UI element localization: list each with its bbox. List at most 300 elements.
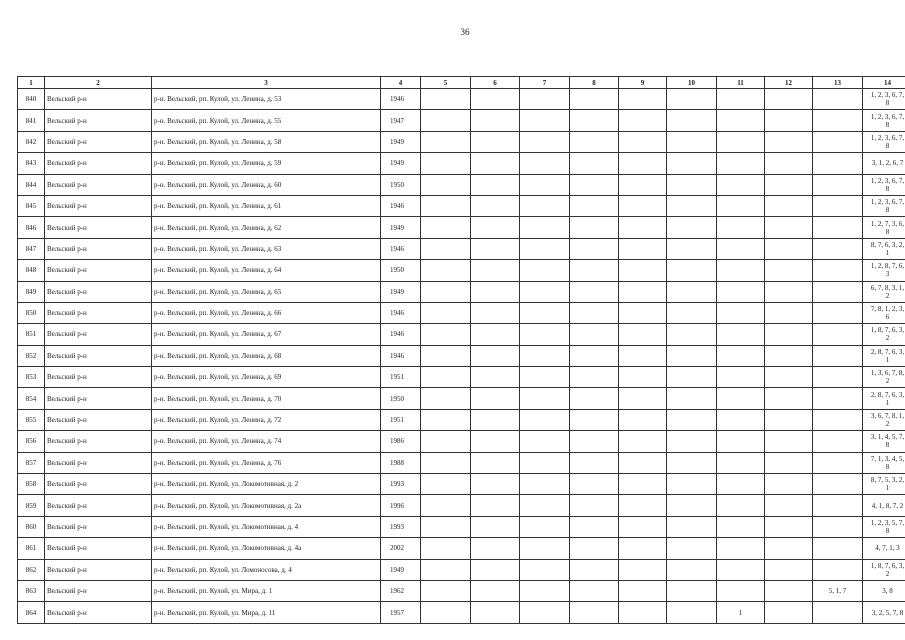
- empty-cell: [520, 110, 570, 131]
- table-row: [18, 516, 905, 537]
- col13-cell: [813, 538, 863, 559]
- address-cell: р-н. Вельский, рп. Кулой, ул. Ленина, д. 61: [152, 195, 381, 216]
- empty-cell: [765, 516, 813, 537]
- empty-cell: [471, 131, 520, 152]
- empty-cell: [570, 324, 619, 345]
- district-cell: Вельский р-н: [45, 238, 152, 259]
- empty-cell: [421, 452, 471, 473]
- col14-line: 2: [885, 291, 890, 300]
- empty-cell: [765, 431, 813, 452]
- empty-cell: [667, 602, 717, 623]
- district-cell: Вельский р-н: [45, 388, 152, 409]
- table-row: [18, 388, 905, 409]
- empty-cell: [667, 89, 717, 110]
- district-cell: Вельский р-н: [45, 324, 152, 345]
- empty-cell: [619, 195, 667, 216]
- district-cell: Вельский р-н: [45, 516, 152, 537]
- col14-line: 1, 2, 7, 3, 6,: [870, 219, 905, 228]
- col11-cell: [717, 89, 765, 110]
- empty-cell: [421, 195, 471, 216]
- col14-line: 1, 2, 3, 6, 7,: [870, 112, 905, 121]
- col14-cell: [863, 324, 905, 345]
- column-header: 8: [570, 77, 619, 89]
- row-number-cell: 842: [18, 131, 45, 152]
- col14-cell: [863, 367, 905, 388]
- empty-cell: [570, 131, 619, 152]
- col14-line: 6: [885, 313, 890, 322]
- col14-line: 8: [885, 120, 890, 129]
- col14-line: 1, 2, 3, 6, 7,: [870, 133, 905, 142]
- empty-cell: [619, 602, 667, 623]
- table-body: [18, 89, 905, 624]
- col14-line: 7, 8, 1, 2, 3,: [870, 305, 905, 314]
- table-row: [18, 538, 905, 559]
- col13-cell: [813, 238, 863, 259]
- empty-cell: [765, 89, 813, 110]
- col14-cell: [863, 580, 905, 601]
- col11-cell: [717, 281, 765, 302]
- empty-cell: [570, 174, 619, 195]
- col13-cell: [813, 281, 863, 302]
- address-cell: р-н. Вельский, рп. Кулой, ул. Ленина, д. 60: [152, 174, 381, 195]
- empty-cell: [570, 260, 619, 281]
- year-cell: 1988: [381, 452, 421, 473]
- empty-cell: [421, 260, 471, 281]
- col14-cell: [863, 110, 905, 131]
- empty-cell: [667, 431, 717, 452]
- col11-cell: [717, 238, 765, 259]
- empty-cell: [765, 602, 813, 623]
- col11-cell: [717, 195, 765, 216]
- empty-cell: [471, 495, 520, 516]
- year-cell: 1962: [381, 580, 421, 601]
- empty-cell: [570, 474, 619, 495]
- col11-cell: [717, 474, 765, 495]
- col13-cell: [813, 174, 863, 195]
- address-cell: р-н. Вельский, рп. Кулой, ул. Локомотивная, д. 4: [152, 516, 381, 537]
- empty-cell: [520, 516, 570, 537]
- col13-cell: [813, 431, 863, 452]
- empty-cell: [471, 516, 520, 537]
- col11-cell: [717, 260, 765, 281]
- col11-cell: [717, 495, 765, 516]
- empty-cell: [765, 452, 813, 473]
- address-cell: р-н. Вельский, рп. Кулой, ул. Ленина, д. 67: [152, 324, 381, 345]
- col11-cell: [717, 452, 765, 473]
- empty-cell: [421, 495, 471, 516]
- address-cell: р-н. Вельский, рп. Кулой, ул. Ленина, д. 55: [152, 110, 381, 131]
- empty-cell: [520, 281, 570, 302]
- address-cell: р-н. Вельский, рп. Кулой, ул. Ленина, д. 64: [152, 260, 381, 281]
- column-header: 12: [765, 77, 813, 89]
- table-row: [18, 131, 905, 152]
- empty-cell: [471, 302, 520, 323]
- col13-cell: [813, 217, 863, 238]
- empty-cell: [667, 367, 717, 388]
- empty-cell: [520, 89, 570, 110]
- col14-line: 8, 7, 6, 3, 2,: [870, 240, 905, 249]
- year-cell: 1950: [381, 388, 421, 409]
- col14-line: 2, 8, 7, 6, 3,: [870, 347, 905, 356]
- table-row: [18, 174, 905, 195]
- district-cell: Вельский р-н: [45, 495, 152, 516]
- district-cell: Вельский р-н: [45, 89, 152, 110]
- col14-line: 8, 7, 5, 3, 2,: [870, 476, 905, 485]
- col14-line: 2, 8, 7, 6, 3,: [870, 390, 905, 399]
- col11-cell: 1: [717, 602, 765, 623]
- empty-cell: [421, 131, 471, 152]
- row-number-cell: 845: [18, 195, 45, 216]
- empty-cell: [421, 367, 471, 388]
- year-cell: 1993: [381, 516, 421, 537]
- col11-cell: [717, 217, 765, 238]
- empty-cell: [667, 217, 717, 238]
- col14-cell: [863, 559, 905, 580]
- row-number-cell: 849: [18, 281, 45, 302]
- empty-cell: [765, 238, 813, 259]
- empty-cell: [421, 174, 471, 195]
- empty-cell: [570, 538, 619, 559]
- empty-cell: [421, 345, 471, 366]
- col11-cell: [717, 131, 765, 152]
- empty-cell: [619, 559, 667, 580]
- year-cell: 1996: [381, 495, 421, 516]
- empty-cell: [471, 217, 520, 238]
- col14-cell: [863, 516, 905, 537]
- table-row: [18, 89, 905, 110]
- empty-cell: [421, 217, 471, 238]
- row-number-cell: 862: [18, 559, 45, 580]
- empty-cell: [421, 474, 471, 495]
- table-row: [18, 110, 905, 131]
- district-cell: Вельский р-н: [45, 195, 152, 216]
- empty-cell: [471, 388, 520, 409]
- row-number-cell: 859: [18, 495, 45, 516]
- empty-cell: [570, 559, 619, 580]
- empty-cell: [619, 367, 667, 388]
- col14-cell: [863, 89, 905, 110]
- empty-cell: [421, 538, 471, 559]
- empty-cell: [619, 131, 667, 152]
- empty-cell: [667, 516, 717, 537]
- year-cell: 1949: [381, 559, 421, 580]
- empty-cell: [421, 153, 471, 174]
- empty-cell: [667, 474, 717, 495]
- col14-line: 1: [885, 484, 890, 493]
- empty-cell: [619, 516, 667, 537]
- empty-cell: [520, 559, 570, 580]
- column-header: 2: [45, 77, 152, 89]
- empty-cell: [471, 238, 520, 259]
- empty-cell: [421, 602, 471, 623]
- empty-cell: [570, 195, 619, 216]
- column-header: 4: [381, 77, 421, 89]
- column-header: 13: [813, 77, 863, 89]
- empty-cell: [570, 110, 619, 131]
- year-cell: 1946: [381, 195, 421, 216]
- col14-cell: [863, 131, 905, 152]
- empty-cell: [667, 388, 717, 409]
- col13-cell: [813, 388, 863, 409]
- year-cell: 1946: [381, 238, 421, 259]
- col14-line: 1, 2, 3, 6, 7,: [870, 198, 905, 207]
- empty-cell: [667, 281, 717, 302]
- address-cell: р-н. Вельский, рп. Кулой, ул. Мира, д. 11: [152, 602, 381, 623]
- empty-cell: [765, 345, 813, 366]
- col14-line: 3, 1, 4, 5, 7,: [870, 433, 905, 442]
- col14-line: 2: [885, 377, 890, 386]
- row-number-cell: 855: [18, 409, 45, 430]
- address-cell: р-н. Вельский, рп. Кулой, ул. Ленина, д. 65: [152, 281, 381, 302]
- year-cell: 1951: [381, 367, 421, 388]
- empty-cell: [570, 388, 619, 409]
- year-cell: 1946: [381, 302, 421, 323]
- empty-cell: [570, 516, 619, 537]
- col14-cell: [863, 217, 905, 238]
- header-row: [18, 77, 905, 89]
- col11-cell: [717, 431, 765, 452]
- row-number-cell: 860: [18, 516, 45, 537]
- year-cell: 1946: [381, 324, 421, 345]
- col11-cell: [717, 580, 765, 601]
- col14-line: 3, 6, 7, 8, 1,: [870, 412, 905, 421]
- col14-cell: [863, 302, 905, 323]
- empty-cell: [471, 602, 520, 623]
- empty-cell: [570, 367, 619, 388]
- table-row: [18, 559, 905, 580]
- col14-line: 1: [885, 355, 890, 364]
- col14-line: 8: [885, 462, 890, 471]
- empty-cell: [520, 324, 570, 345]
- col13-cell: [813, 89, 863, 110]
- col14-line: 8: [885, 441, 890, 450]
- address-cell: р-н. Вельский, рп. Кулой, ул. Локомотивная, д. 2: [152, 474, 381, 495]
- col14-cell: [863, 195, 905, 216]
- empty-cell: [667, 302, 717, 323]
- row-number-cell: 861: [18, 538, 45, 559]
- empty-cell: [619, 89, 667, 110]
- address-cell: р-н. Вельский, рп. Кулой, ул. Локомотивная, д. 4а: [152, 538, 381, 559]
- col13-cell: [813, 516, 863, 537]
- col14-line: 1, 8, 7, 6, 3,: [870, 561, 905, 570]
- col14-line: 8: [885, 527, 890, 535]
- year-cell: 1951: [381, 409, 421, 430]
- col13-cell: [813, 495, 863, 516]
- table-row: [18, 153, 905, 174]
- empty-cell: [619, 302, 667, 323]
- col14-line: 2: [885, 334, 890, 343]
- empty-cell: [619, 217, 667, 238]
- empty-cell: [619, 238, 667, 259]
- empty-cell: [667, 131, 717, 152]
- col14-cell: [863, 474, 905, 495]
- row-number-cell: 856: [18, 431, 45, 452]
- column-header: 10: [667, 77, 717, 89]
- empty-cell: [421, 110, 471, 131]
- empty-cell: [421, 431, 471, 452]
- address-cell: р-н. Вельский, рп. Кулой, ул. Мира, д. 1: [152, 580, 381, 601]
- year-cell: 1950: [381, 260, 421, 281]
- col11-cell: [717, 516, 765, 537]
- empty-cell: [619, 431, 667, 452]
- district-cell: Вельский р-н: [45, 559, 152, 580]
- empty-cell: [765, 474, 813, 495]
- table-row: [18, 302, 905, 323]
- address-cell: р-н. Вельский, рп. Кулой, ул. Ленина, д. 72: [152, 409, 381, 430]
- row-number-cell: 863: [18, 580, 45, 601]
- empty-cell: [520, 538, 570, 559]
- table-row: [18, 324, 905, 345]
- empty-cell: [667, 409, 717, 430]
- year-cell: 1949: [381, 131, 421, 152]
- district-cell: Вельский р-н: [45, 602, 152, 623]
- empty-cell: [520, 580, 570, 601]
- registry-table: [17, 76, 905, 624]
- table-row: [18, 474, 905, 495]
- empty-cell: [520, 452, 570, 473]
- table-row: [18, 281, 905, 302]
- col13-cell: [813, 409, 863, 430]
- empty-cell: [765, 538, 813, 559]
- col14-cell: [863, 452, 905, 473]
- col11-cell: [717, 302, 765, 323]
- empty-cell: [667, 324, 717, 345]
- col13-cell: [813, 324, 863, 345]
- empty-cell: [421, 324, 471, 345]
- empty-cell: [570, 431, 619, 452]
- year-cell: 1946: [381, 345, 421, 366]
- empty-cell: [570, 89, 619, 110]
- address-cell: р-н. Вельский, рп. Кулой, ул. Локомотивная, д. 2а: [152, 495, 381, 516]
- row-number-cell: 840: [18, 89, 45, 110]
- col14-line: 6, 7, 8, 3, 1,: [870, 283, 905, 292]
- empty-cell: [619, 538, 667, 559]
- empty-cell: [619, 495, 667, 516]
- district-cell: Вельский р-н: [45, 580, 152, 601]
- col11-cell: [717, 388, 765, 409]
- col14-line: 3, 2, 5, 7, 8: [871, 608, 904, 617]
- col14-line: 1, 2, 3, 6, 7,: [870, 176, 905, 185]
- empty-cell: [471, 324, 520, 345]
- empty-cell: [667, 195, 717, 216]
- col13-cell: [813, 474, 863, 495]
- empty-cell: [421, 238, 471, 259]
- col14-cell: [863, 345, 905, 366]
- empty-cell: [570, 281, 619, 302]
- year-cell: 1950: [381, 174, 421, 195]
- col14-line: 7, 1, 3, 4, 5,: [870, 454, 905, 463]
- col11-cell: [717, 110, 765, 131]
- empty-cell: [570, 217, 619, 238]
- year-cell: 1947: [381, 110, 421, 131]
- table-row: [18, 580, 905, 601]
- col11-cell: [717, 345, 765, 366]
- district-cell: Вельский р-н: [45, 217, 152, 238]
- row-number-cell: 853: [18, 367, 45, 388]
- empty-cell: [421, 559, 471, 580]
- col14-line: 2: [885, 569, 890, 578]
- empty-cell: [667, 174, 717, 195]
- col14-line: 8: [885, 184, 890, 193]
- empty-cell: [570, 452, 619, 473]
- col13-cell: 5, 1, 7: [813, 580, 863, 601]
- empty-cell: [471, 110, 520, 131]
- empty-cell: [765, 580, 813, 601]
- address-cell: р-н. Вельский, рп. Кулой, ул. Ленина, д. 59: [152, 153, 381, 174]
- col13-cell: [813, 345, 863, 366]
- row-number-cell: 852: [18, 345, 45, 366]
- empty-cell: [471, 281, 520, 302]
- table-row: [18, 602, 905, 623]
- district-cell: Вельский р-н: [45, 538, 152, 559]
- empty-cell: [765, 110, 813, 131]
- empty-cell: [667, 495, 717, 516]
- col14-line: 3, 8: [882, 587, 893, 596]
- col13-cell: [813, 302, 863, 323]
- address-cell: р-н. Вельский, рп. Кулой, ул. Ленина, д. 74: [152, 431, 381, 452]
- empty-cell: [570, 580, 619, 601]
- table-row: [18, 409, 905, 430]
- empty-cell: [520, 217, 570, 238]
- column-header: 1: [18, 77, 45, 89]
- empty-cell: [520, 302, 570, 323]
- empty-cell: [667, 110, 717, 131]
- district-cell: Вельский р-н: [45, 281, 152, 302]
- row-number-cell: 841: [18, 110, 45, 131]
- table-row: [18, 345, 905, 366]
- empty-cell: [765, 174, 813, 195]
- col14-line: 3: [885, 270, 890, 279]
- empty-cell: [765, 153, 813, 174]
- row-number-cell: 847: [18, 238, 45, 259]
- table-container: [17, 76, 905, 624]
- address-cell: р-н. Вельский, рп. Кулой, ул. Ломоносова, д. 4: [152, 559, 381, 580]
- empty-cell: [570, 602, 619, 623]
- empty-cell: [471, 431, 520, 452]
- empty-cell: [421, 516, 471, 537]
- empty-cell: [570, 302, 619, 323]
- empty-cell: [520, 431, 570, 452]
- empty-cell: [520, 409, 570, 430]
- empty-cell: [570, 345, 619, 366]
- row-number-cell: 858: [18, 474, 45, 495]
- empty-cell: [471, 345, 520, 366]
- empty-cell: [471, 538, 520, 559]
- page-number: 36: [460, 27, 470, 37]
- empty-cell: [765, 260, 813, 281]
- empty-cell: [619, 324, 667, 345]
- empty-cell: [619, 110, 667, 131]
- table-row: [18, 367, 905, 388]
- empty-cell: [765, 302, 813, 323]
- district-cell: Вельский р-н: [45, 474, 152, 495]
- empty-cell: [421, 388, 471, 409]
- row-number-cell: 843: [18, 153, 45, 174]
- col11-cell: [717, 559, 765, 580]
- district-cell: Вельский р-н: [45, 409, 152, 430]
- empty-cell: [619, 281, 667, 302]
- district-cell: Вельский р-н: [45, 431, 152, 452]
- district-cell: Вельский р-н: [45, 153, 152, 174]
- year-cell: 1957: [381, 602, 421, 623]
- col14-line: 1, 2, 8, 7, 6,: [870, 262, 905, 271]
- col14-line: 2: [885, 420, 890, 429]
- col11-cell: [717, 367, 765, 388]
- year-cell: 1986: [381, 431, 421, 452]
- empty-cell: [471, 367, 520, 388]
- column-header: 6: [471, 77, 520, 89]
- empty-cell: [619, 452, 667, 473]
